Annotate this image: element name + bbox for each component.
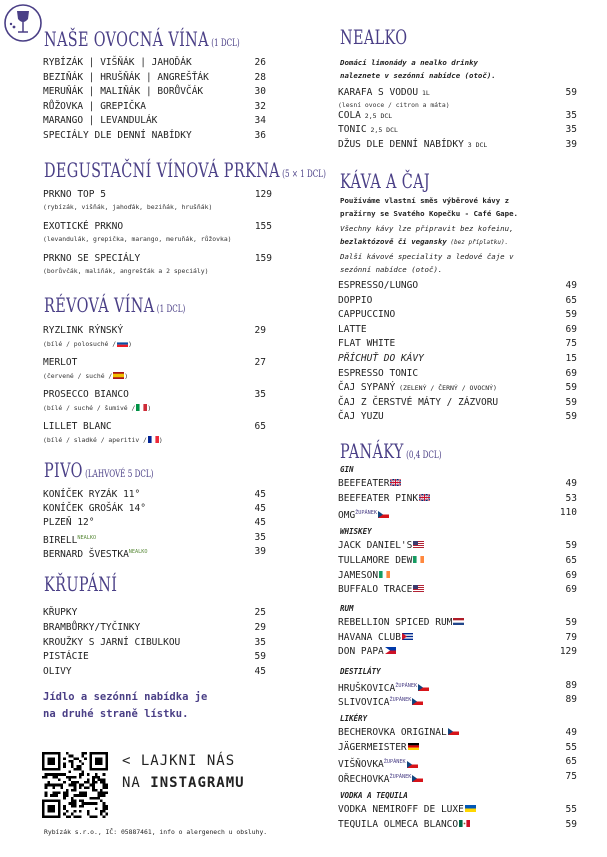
- item-name: BECHEROVKA ORIGINAL: [338, 727, 447, 739]
- section-heading: [44, 573, 117, 595]
- section-unit: (5 × 1 DCL): [279, 169, 326, 180]
- flag-cz-icon: [412, 775, 423, 782]
- item-name: BEZIŇÁK | HRUŠŇÁK | ANGREŠŤÁK: [43, 71, 209, 83]
- item-price: 59: [254, 651, 266, 663]
- instagram-cta[interactable]: [122, 750, 245, 794]
- item-name: EXOTICKÉ PRKNO: [43, 221, 124, 232]
- flag-ua-icon: [465, 805, 476, 812]
- item-price: 59: [565, 309, 577, 321]
- flag-ph-icon: [385, 647, 396, 654]
- menu-item: [43, 221, 272, 233]
- item-name: SLIVOVICA: [338, 697, 390, 709]
- menu-item: [338, 771, 577, 786]
- section-title: NAŠE OVOCNÁ VÍNA: [44, 27, 209, 51]
- item-price: 29: [254, 621, 266, 633]
- item-price: 59: [565, 382, 577, 394]
- item-name: COLA: [338, 110, 361, 121]
- menu-item: [43, 253, 272, 265]
- item-name: OMG: [338, 510, 356, 522]
- item-price: 65: [565, 756, 577, 768]
- flag-es-icon: [113, 372, 124, 379]
- item-name: REBELLION SPICED RUM: [338, 617, 453, 629]
- item-name: LATTE: [338, 323, 367, 335]
- menu-item: [338, 540, 577, 552]
- item-name: OŘECHOVKA: [338, 774, 390, 786]
- item-name: KŘUPKY: [43, 607, 78, 618]
- note-part-bold: bezlaktózově či vegansky: [340, 237, 447, 246]
- item-tag: ŽUPÁNEK: [389, 774, 412, 780]
- item-price: 45: [254, 666, 266, 678]
- section-unit: (LAHVOVÉ 5 DCL): [82, 469, 154, 480]
- menu-item: [43, 72, 266, 84]
- flag-cz-icon: [378, 511, 389, 518]
- item-name: DON PAPA: [338, 646, 384, 658]
- section-heading: [340, 26, 407, 48]
- item-price: 59: [565, 411, 577, 423]
- menu-item: [43, 130, 266, 142]
- flag-ie-icon: [413, 556, 424, 563]
- section-unit: (0,4 DCL): [403, 450, 442, 461]
- menu-item: [338, 507, 577, 522]
- item-name: BRAMBŮRKY/TYČINKY: [43, 621, 141, 633]
- section-unit: (1 DCL): [208, 38, 240, 49]
- category-label: DESTILÁTY: [340, 666, 381, 676]
- item-name: BERNARD ŠVESTKA: [43, 548, 129, 560]
- section-heading: [44, 459, 153, 486]
- item-name: FLAT WHITE: [338, 338, 396, 350]
- item-description: (bílé / suché / šumivé / ): [43, 404, 152, 412]
- item-name: VODKA NEMIROFF DE LUXE: [338, 804, 464, 816]
- flag-cu-icon: [402, 633, 413, 640]
- item-name: MERLOT: [43, 357, 78, 368]
- item-tag: NEALKO: [77, 534, 97, 541]
- menu-item: [43, 325, 266, 337]
- item-price: 159: [254, 253, 272, 264]
- item-tag: ŽUPÁNEK: [395, 682, 418, 689]
- description-text: (levandulák, grepička, marango, meruňák, růžovka): [43, 235, 232, 243]
- item-name: KONÍČEK RYZÁK 11°: [43, 489, 141, 500]
- menu-item: [43, 389, 266, 401]
- description-text: (lesní ovoce / citron a máta): [338, 101, 450, 109]
- item-price: 36: [254, 130, 266, 141]
- item-name: JAMESON: [338, 569, 379, 581]
- item-price: 69: [565, 367, 577, 379]
- flag-nl-icon: [453, 618, 464, 625]
- menu-item: [43, 532, 266, 547]
- item-tag: ŽUPÁNEK: [389, 697, 412, 704]
- item-unit: 1L: [418, 89, 430, 97]
- menu-item: [338, 617, 577, 629]
- menu-item: [338, 819, 577, 831]
- item-price: 59: [565, 617, 577, 629]
- item-price: 155: [254, 221, 272, 232]
- item-description: (červené / suché / ): [43, 372, 129, 380]
- menu-item: [338, 694, 577, 709]
- item-name: PLZEŇ 12°: [43, 517, 95, 529]
- description-text: (borůvčák, maliňák, angrešťák a 2 speciály): [43, 267, 209, 275]
- item-price: 45: [254, 503, 266, 515]
- item-price: 75: [565, 771, 577, 782]
- item-name: BEEFEATER PINK: [338, 492, 419, 504]
- menu-item: [338, 124, 577, 136]
- item-name: KONÍČEK GROŠÁK 14°: [43, 503, 146, 515]
- item-name: PISTÁCIE: [43, 651, 89, 663]
- section-title: PIVO: [44, 458, 83, 482]
- category-label: LIKÉRY: [340, 714, 368, 724]
- item-tag: ŽUPÁNEK: [383, 759, 406, 766]
- item-price: 75: [565, 338, 577, 350]
- item-price: 39: [254, 545, 266, 557]
- item-price: 26: [254, 57, 266, 68]
- footer-note: Rybízák s.r.o., IČ: 05887461, info o alergenech u obsluhy.: [44, 828, 268, 836]
- item-name: PRKNO SE SPECIÁLY: [43, 253, 141, 264]
- category-label: VODKA A TEQUILA: [340, 791, 408, 801]
- menu-item: [338, 632, 577, 644]
- item-price: 59: [565, 540, 577, 552]
- item-name: MERUŇÁK | MALIŇÁK | BORŮVČÁK: [43, 86, 204, 98]
- item-price: 35: [254, 531, 266, 543]
- flag-it-icon: [136, 404, 147, 411]
- section-heading: [340, 170, 430, 192]
- flag-uk-icon: [419, 494, 430, 501]
- menu-item: [338, 727, 577, 739]
- item-price: 59: [565, 396, 577, 408]
- item-price: 129: [559, 646, 577, 658]
- section-heading: [44, 28, 240, 55]
- coffee-note-2: [340, 222, 580, 249]
- item-name: LILLET BLANC: [43, 421, 112, 432]
- item-description: [338, 101, 450, 109]
- item-price: 29: [254, 325, 266, 336]
- item-tag: NEALKO: [128, 548, 148, 555]
- menu-item: [338, 756, 577, 771]
- menu-item: [338, 110, 577, 122]
- food-note: Jídlo a sezónní nabídka je na druhé straně lístku.: [43, 691, 208, 720]
- item-price: 32: [254, 100, 266, 112]
- item-price: 65: [565, 554, 577, 566]
- instagram-line-2: NA INSTAGRAMU: [122, 775, 245, 791]
- menu-item: [338, 368, 577, 380]
- section-title: KŘUPÁNÍ: [44, 572, 118, 596]
- item-name: PROSECCO BIANCO: [43, 389, 129, 400]
- item-price: 49: [565, 478, 577, 489]
- item-unit: 2,5 DCL: [366, 126, 398, 135]
- instagram-line-1: < LAJKNI NÁS: [122, 753, 236, 769]
- menu-item: [43, 421, 266, 433]
- flag-cz-icon: [448, 728, 459, 735]
- item-price: 79: [565, 631, 577, 643]
- menu-item: [43, 489, 266, 501]
- description-text: (bílé / polosuché /: [43, 340, 117, 348]
- item-name: SPECIÁLY DLE DENNÍ NABÍDKY: [43, 130, 192, 141]
- section-title: RÉVOVÁ VÍNA: [44, 293, 155, 317]
- menu-item: [338, 353, 577, 365]
- menu-item: [338, 555, 577, 567]
- item-name: ESPRESSO/LUNGO: [338, 280, 419, 291]
- flag-ie-icon: [379, 571, 390, 578]
- flag-cz-icon: [418, 684, 429, 691]
- flag-us-icon: [413, 585, 424, 592]
- item-name: KARAFA S VODOU: [338, 87, 419, 98]
- item-price: 45: [254, 517, 266, 529]
- item-description: (bílé / sladké / aperitiv / ): [43, 436, 163, 444]
- menu-item: [43, 357, 266, 369]
- item-price: 69: [565, 323, 577, 335]
- item-unit: 2,5 DCL: [360, 112, 393, 120]
- item-price: 35: [565, 110, 577, 121]
- menu-item: [338, 493, 577, 505]
- wine-glass-logo-icon: [3, 3, 43, 43]
- note-part: (bez příplatku).: [446, 239, 509, 246]
- menu-item: [43, 622, 266, 634]
- section-heading: [44, 159, 326, 186]
- item-description: [43, 235, 232, 243]
- flag-fr-icon: [148, 436, 159, 443]
- qr-code-icon: [42, 752, 108, 818]
- description-text: (bílé / suché / šumivé /: [43, 404, 136, 412]
- section-title: NEALKO: [340, 25, 408, 49]
- item-name: KROUŽKY S JARNÍ CIBULKOU: [43, 636, 181, 648]
- item-name: BEEFEATER: [338, 478, 390, 489]
- item-name: VIŠŇOVKA: [338, 759, 384, 771]
- item-price: 69: [565, 569, 577, 581]
- item-name: RŮŽOVKA | GREPIČKA: [43, 100, 146, 112]
- section-heading: [44, 294, 185, 321]
- section-title: KÁVA A ČAJ: [340, 169, 431, 193]
- item-description: [43, 203, 212, 211]
- item-price: 89: [565, 694, 577, 706]
- menu-item: [43, 101, 266, 113]
- item-name: CAPPUCCINO: [338, 309, 396, 321]
- category-label: RUM: [340, 604, 354, 614]
- menu-item: [43, 651, 266, 663]
- item-price: 49: [565, 727, 577, 739]
- item-price: 59: [565, 87, 577, 98]
- description-text: (rybízák, višňák, jahoďák, beziňák, hrušňák): [43, 203, 213, 211]
- section-title: PANÁKY: [340, 439, 404, 463]
- item-name: ČAJ Z ČERSTVÉ MÁTY / ZÁZVORU: [338, 396, 499, 408]
- menu-item: [43, 607, 266, 619]
- item-description: [43, 267, 208, 275]
- item-price: 89: [565, 679, 577, 691]
- menu-item: [338, 804, 577, 816]
- menu-item: [338, 397, 577, 409]
- flag-cz-icon: [407, 761, 418, 768]
- item-name: DOPPIO: [338, 294, 373, 306]
- flag-us-icon: [413, 541, 424, 548]
- item-name: RYBÍZÁK | VIŠŇÁK | JAHOĎÁK: [43, 57, 192, 68]
- item-name: HAVANA CLUB: [338, 631, 401, 643]
- flag-uk-icon: [390, 479, 401, 486]
- item-price: 69: [565, 584, 577, 596]
- menu-item: [338, 324, 577, 336]
- menu-item: [43, 86, 266, 98]
- menu-item: [338, 87, 577, 99]
- menu-item: [338, 680, 577, 695]
- item-price: 35: [254, 389, 266, 400]
- menu-item: [338, 139, 577, 151]
- item-name: MARANGO | LEVANDULÁK: [43, 115, 158, 127]
- section-heading: [340, 440, 442, 467]
- section-unit: (1 DCL): [154, 304, 186, 315]
- item-price: 49: [565, 280, 577, 291]
- item-variants: (ZELENÝ / ČERNÝ / OVOCNÝ): [395, 384, 497, 393]
- menu-item: [43, 189, 272, 201]
- menu-item: [43, 546, 266, 561]
- item-name: ESPRESSO TONIC: [338, 367, 419, 379]
- menu-item: [338, 309, 577, 321]
- item-name: PRKNO TOP 5: [43, 189, 106, 200]
- item-name: DŽUS DLE DENNÍ NABÍDKY: [338, 138, 464, 150]
- menu-item: [338, 411, 577, 423]
- item-price: 35: [254, 636, 266, 648]
- item-name: ČAJ SYPANÝ: [338, 382, 396, 394]
- menu-item: [43, 637, 266, 649]
- item-price: 15: [565, 353, 577, 364]
- item-price: 65: [254, 421, 266, 432]
- menu-item: [338, 478, 577, 490]
- item-price: 45: [254, 489, 266, 500]
- coffee-note-1: Používáme vlastní směs výběrové kávy z pražírny se Svatého Kopečku - Café Gape.: [340, 196, 518, 218]
- description-text: (červené / suché /: [43, 372, 113, 380]
- flag-mx-icon: [459, 820, 470, 827]
- item-price: 53: [565, 492, 577, 504]
- item-price: 28: [254, 71, 266, 83]
- item-description: (bílé / polosuché / ): [43, 340, 132, 348]
- menu-item: [43, 115, 266, 127]
- coffee-note-3: Další kávové speciality a ledové čaje v sezónní nabídce (otoč).: [340, 252, 514, 274]
- item-price: 27: [254, 357, 266, 368]
- menu-item: [338, 584, 577, 596]
- item-name: BUFFALO TRACE: [338, 584, 413, 596]
- item-name: JÄGERMEISTER: [338, 741, 407, 753]
- category-label: GIN: [340, 465, 354, 474]
- item-name: HRUŠKOVICA: [338, 682, 396, 694]
- item-price: 55: [565, 804, 577, 816]
- nealko-note: Domácí limonády a nealko drinky naleznete v sezónní nabídce (otoč).: [340, 58, 496, 80]
- menu-item: [338, 570, 577, 582]
- item-name: ČAJ YUZU: [338, 411, 384, 423]
- item-price: 25: [254, 607, 266, 618]
- category-label: WHISKEY: [340, 527, 372, 537]
- menu-item: [43, 503, 266, 515]
- item-price: 110: [559, 507, 577, 519]
- item-name: BIRELL: [43, 534, 78, 546]
- menu-item: [338, 742, 577, 754]
- section-title: DEGUSTAČNÍ VÍNOVÁ PRKNA: [44, 158, 280, 182]
- item-name: TEQUILA OLMECA BLANCO: [338, 818, 459, 830]
- menu-item: [43, 517, 266, 529]
- item-price: 65: [565, 294, 577, 306]
- menu-item: [43, 57, 266, 69]
- item-name: PŘÍCHUŤ DO KÁVY: [338, 353, 424, 364]
- item-price: 55: [565, 741, 577, 753]
- menu-item: [338, 280, 577, 292]
- item-name: RYZLINK RÝNSKÝ: [43, 325, 124, 336]
- menu-item: [338, 646, 577, 658]
- item-name: TULLAMORE DEW: [338, 554, 413, 566]
- item-price: 59: [565, 818, 577, 830]
- item-price: 39: [565, 138, 577, 150]
- menu-item: [338, 338, 577, 350]
- item-name: TONIC: [338, 124, 367, 136]
- item-price: 34: [254, 115, 266, 127]
- description-text: (bílé / sladké / aperitiv /: [43, 436, 147, 444]
- menu-item: [338, 382, 577, 394]
- flag-de-icon: [408, 743, 419, 750]
- menu-item: [338, 295, 577, 307]
- flag-sk-icon: [117, 340, 128, 347]
- item-name: JACK DANIEL'S: [338, 540, 413, 552]
- item-unit: 3 DCL: [463, 140, 488, 149]
- menu-item: [43, 666, 266, 678]
- flag-cz-icon: [412, 698, 423, 705]
- item-tag: ŽUPÁNEK: [355, 510, 378, 517]
- item-price: 35: [565, 124, 577, 136]
- item-price: 30: [254, 86, 266, 98]
- item-price: 129: [254, 189, 272, 200]
- item-name: OLIVY: [43, 666, 72, 678]
- note-part: Všechny kávy lze připravit bez kofeinu,: [340, 224, 514, 233]
